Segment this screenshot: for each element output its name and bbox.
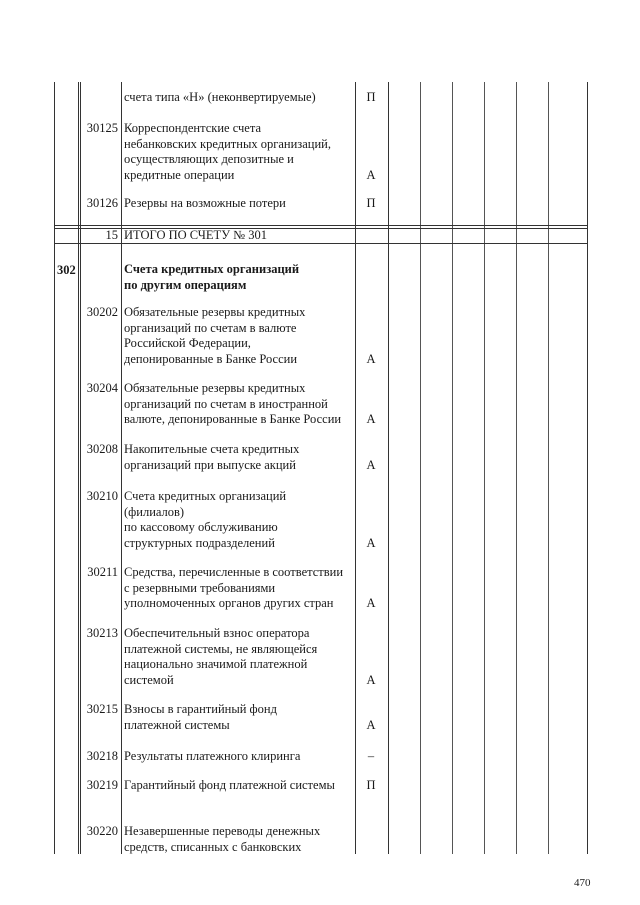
account-name-line: структурных подразделений [124, 535, 275, 550]
account-name [124, 702, 277, 733]
account-type-mark: А [366, 717, 376, 732]
account-name-line: ИТОГО ПО СЧЕТУ № 301 [124, 228, 267, 242]
account-name-line: уполномоченных органов других стран [124, 596, 334, 610]
account-number: 30211 [87, 565, 118, 579]
account-number: 30202 [86, 305, 118, 319]
account-name [124, 196, 286, 212]
account-number: 30219 [86, 778, 118, 792]
account-number: 30126 [86, 196, 118, 210]
account-name [124, 305, 305, 367]
account-name [124, 749, 300, 765]
account-name [124, 442, 299, 473]
account-type-mark: – [367, 749, 375, 763]
account-number: 30210 [86, 489, 118, 503]
account-number: 30208 [86, 442, 118, 456]
page-number: 470 [574, 877, 591, 889]
account-name-line: Счета кредитных организаций [124, 489, 287, 503]
account-name-line: Резервы на возможные потери [124, 196, 286, 210]
account-name-line: с резервными требованиями [124, 580, 276, 595]
account-name [124, 90, 316, 106]
account-name-line: платежной системы [124, 717, 230, 732]
total-count: 15 [105, 228, 118, 242]
account-name-line: Незавершенные переводы денежных [124, 824, 321, 838]
account-name-line: Взносы в гарантийный фонд [124, 702, 277, 716]
account-type-mark: А [366, 351, 376, 366]
account-name [124, 626, 317, 688]
account-name [124, 381, 341, 428]
account-type-mark: П [366, 778, 376, 792]
account-name-line: организаций по счетам в валюте [124, 320, 297, 335]
account-name [124, 121, 331, 183]
account-type-mark: А [366, 167, 376, 182]
account-name-line: Обязательные резервы кредитных [124, 381, 306, 395]
account-number: 30218 [86, 749, 118, 763]
account-number: 30220 [86, 824, 118, 838]
account-name-line: Счета кредитных организаций [124, 262, 300, 276]
account-name [124, 565, 343, 612]
account-number: 30125 [86, 121, 118, 135]
account-name-line: платежной системы, не являющейся [124, 641, 318, 656]
account-name-line: депонированные в Банке России [124, 351, 298, 366]
account-name-line: по другим операциям [124, 277, 247, 292]
account-type-mark: А [366, 672, 376, 687]
account-type-mark: А [366, 457, 376, 472]
account-type-mark: П [366, 196, 376, 210]
account-name [124, 228, 267, 244]
account-name-line: (филиалов) [124, 504, 185, 519]
account-name-line: организаций по счетам в иностранной [124, 396, 328, 411]
account-number: 30213 [86, 626, 118, 640]
account-name-line: средств, списанных с банковских [124, 839, 302, 854]
account-name-line: Гарантийный фонд платежной системы [124, 778, 335, 792]
account-name-line: осуществляющих депозитные и [124, 152, 294, 166]
account-name-line: Результаты платежного клиринга [124, 749, 301, 763]
account-name-line: Средства, перечисленные в соответствии [124, 565, 344, 579]
account-name-line: Накопительные счета кредитных [124, 442, 300, 456]
account-name-line: кредитные операции [124, 167, 235, 182]
account-name-line: Обеспечительный взнос оператора [124, 626, 310, 640]
account-name [124, 489, 286, 551]
account-type-mark: П [366, 90, 376, 104]
account-name [124, 824, 320, 855]
account-type-mark: А [366, 412, 376, 426]
account-number: 30215 [86, 702, 118, 716]
account-name-line: по кассовому обслуживанию [124, 520, 278, 534]
account-name-line: организаций при выпуске акций [124, 457, 296, 472]
account-name [124, 262, 299, 293]
account-name-line: Корреспондентские счета [124, 121, 261, 135]
section-number: 302 [57, 263, 76, 277]
account-type-mark: А [366, 596, 376, 610]
account-name-line: национально значимой платежной [124, 657, 308, 671]
account-name-line: Обязательные резервы кредитных [124, 305, 306, 319]
account-name [124, 778, 335, 794]
account-name-line: Российской Федерации, [124, 336, 251, 350]
account-type-mark: А [366, 535, 376, 550]
account-name-line: валюте, депонированные в Банке России [124, 412, 342, 426]
account-number: 30204 [86, 381, 118, 395]
account-name-line: системой [124, 672, 174, 687]
account-name-line: счета типа «Н» (неконвертируемые) [124, 90, 316, 104]
account-name-line: небанковских кредитных организаций, [124, 136, 331, 151]
